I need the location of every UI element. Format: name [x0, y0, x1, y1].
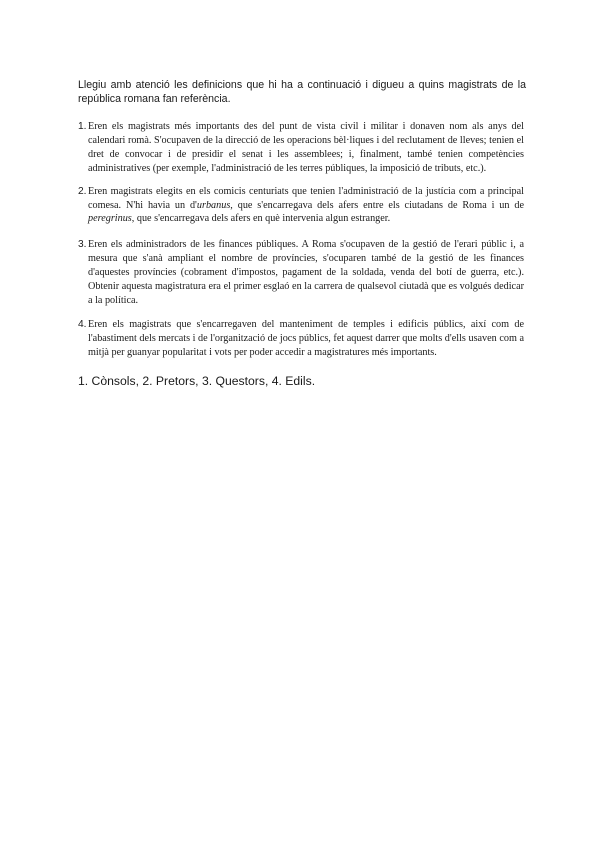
definition-item-4 [78, 318, 524, 360]
definition-text: Eren els magistrats més importants des del punt de vista civil i militar i donaven nom als anys del calendari romà. S'ocupaven de la direcció de les operacions bèl·liques i del reclutament de lleves; tenien el dret de convocar i de presidir el senat i les assemblees; i, finalment, també tenien competències administratives (per exemple, l'administració de les terres públiques, la imposició de tributs, etc.). [88, 121, 524, 174]
definition-item-1 [78, 120, 524, 176]
item-number: 1. [78, 121, 87, 132]
definition-item-3 [78, 238, 524, 308]
item-number: 2. [78, 185, 87, 197]
definition-text-part: , que s'encarregava dels afers en què intervenia algun estranger. [131, 213, 391, 225]
item-number: 4. [78, 318, 87, 330]
definitions-list [78, 120, 524, 369]
definition-text: Eren els magistrats que s'encarregaven del manteniment de temples i edificis públics, així com de l'abastiment dels mercats i de l'organització de jocs públics, fet aquest darrer que molts d'ells usaven com a mitjà per guanyar popularitat i vots per poder accedir a magistratures més importants. [88, 318, 524, 358]
instructions: Llegiu amb atenció les definicions que hi ha a continuació i digueu a quins magistrats de la república romana fan referència. [78, 79, 526, 105]
definition-text: Eren els administradors de les finances públiques. A Roma s'ocupaven de la gestió de l'erari públic i, a mesura que s'anà ampliant el nombre de províncies, s'ocuparen també de la gestió de les finances d'aquestes províncies (cobrament d'impostos, pagament de la soldada, venda del botí de guerra, etc.). Obtenir aquesta magistratura era el primer esglaó en la carrera de qualsevol ciutadà que es volgués dedicar a la política. [88, 239, 524, 306]
definition-item-2 [78, 185, 524, 227]
item-number: 3. [78, 239, 87, 251]
latin-term-urbanus: urbanus [196, 199, 231, 211]
definition-text-part: , que s'encarregava dels afers entre els ciutadans de Roma i un de [230, 199, 524, 211]
answer-key: 1. Cònsols, 2. Pretors, 3. Questors, 4. Edils. [78, 374, 316, 388]
latin-term-peregrinus: peregrinus [88, 213, 132, 225]
definition-text-part: Eren magistrats elegits en els comicis centuriats que tenien l'administració de la justícia com a principal comesa. N'hi havia un d' [88, 185, 524, 211]
